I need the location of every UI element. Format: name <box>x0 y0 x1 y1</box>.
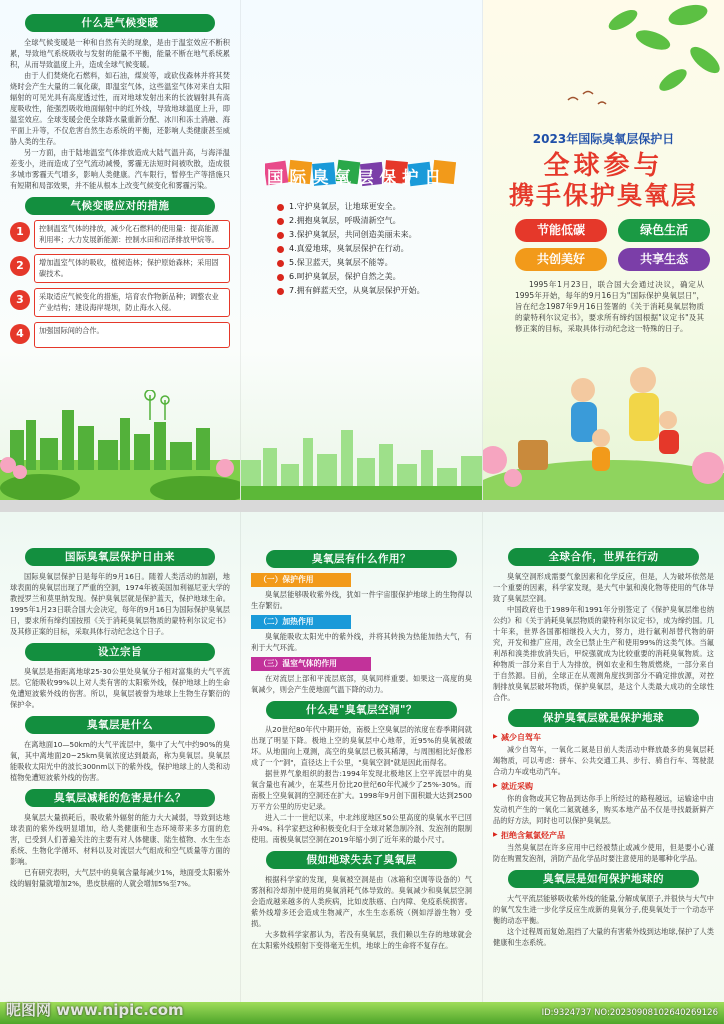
cover-year-title: 2023年国际臭氧层保护日 <box>532 132 675 146</box>
section-header-how-protect: 臭氧层是如何保护地球的 <box>508 870 698 888</box>
panel-cover <box>483 0 724 500</box>
measure-number: 3 <box>10 290 30 310</box>
paragraph: 减少自驾车，一氧化二氮是目前人类活动中释放最多的臭氧层耗竭物质，可以考虑：拼车、公共交通工具、步行、骑自行车、驾驶混合动力车或电动汽车。 <box>493 745 714 776</box>
slogan-text: 5.保卫蓝天，臭氧层不能等。 <box>289 258 393 267</box>
paragraph: 据世界气象组织的报告:1994年发现北极地区上空平流层中的臭氧含量也有减少，在某些月份比20世纪60年代减少了25%-30%。而南极上空臭氧洞的空洞还在扩大。1998年9月创下面积最大达到2500万平方公里的历史记录。 <box>251 769 472 811</box>
measure-text: 控制温室气体的排放，减少化石燃料的使用量：提高能源利用率；大力发展新能源：控制水田和沼泽排放甲烷等。 <box>34 220 230 249</box>
subheader-protection: （一）保护作用 <box>251 573 351 587</box>
section-header-origin: 国际臭氧层保护日由来 <box>25 548 214 566</box>
slogan-item <box>277 256 472 270</box>
measure-number: 4 <box>10 324 30 344</box>
slogan-item <box>277 228 472 242</box>
banner-text: 国际臭氧层保护日 <box>267 168 447 187</box>
brochure-inside <box>0 512 724 1024</box>
bullet-dot-icon <box>277 274 284 281</box>
subheader-drive-less: ▶ 减少自驾车 <box>493 732 714 743</box>
tag-share-ecology: 共享生态 <box>618 248 710 271</box>
section-header-cooperation: 全球合作，世界在行动 <box>508 548 698 566</box>
paragraph: 臭氧层能够吸收紫外线，犹如一件宇宙服保护地球上的生物得以生存繁衍。 <box>251 590 472 610</box>
bullet-dot-icon <box>277 260 284 267</box>
city-skyline-illustration <box>0 390 240 500</box>
measure-item <box>10 254 230 283</box>
slogan-text: 7.拥有鲜蓝天空，从臭氧层保护开始。 <box>289 286 425 295</box>
paragraph: 当然臭氧层在许多应用中已经被禁止或减少使用，但是要小心谨防在购置发泡剂，消防产品化学品时要注意使用的是哪种化学品。 <box>493 843 714 863</box>
paragraph: 这个过程周而复始,阻挡了大量的有害紫外线到达地球,保护了人类健康和生态系统。 <box>493 927 714 947</box>
section-header-measures: 气候变暖应对的措施 <box>25 197 214 215</box>
paragraph: 大气平流层能够吸收紫外线的能量,分解成氧原子,并很快与大气中的氧气发生进一步化学反应生成新的臭氧分子,使臭氧处于一个动态平衡的动态平衡。 <box>493 894 714 925</box>
slogan-text: 4.真爱地球，臭氧层保护在行动。 <box>289 244 409 253</box>
slogan-item <box>277 242 472 256</box>
watermark-logo: 昵图网 www.nipic.com <box>6 1001 184 1019</box>
measure-text: 采取适应气候变化的措施，培育农作物新品种；调整农业产业结构；建设海岸堤坝，防止海水入侵。 <box>34 288 230 317</box>
measure-item <box>10 288 230 317</box>
bullet-dot-icon <box>277 218 284 225</box>
measure-number: 1 <box>10 222 30 242</box>
slogan-list <box>277 200 472 298</box>
tag-green-life: 绿色生活 <box>618 219 710 242</box>
paragraph: 你的食物或其它物品到达你手上所经过的路程越远，运输途中由发动机产生的一氧化二氮就越多，购买本地产品不仅是寻找最新鲜产品的好方法，同时也可以保护臭氧层。 <box>493 794 714 825</box>
section-header-what-ozone: 臭氧层是什么 <box>25 716 214 734</box>
measure-text: 加强国际间的合作。 <box>34 322 230 348</box>
city-skyline-icon <box>0 390 240 500</box>
panel-climate-warming <box>0 0 240 500</box>
paragraph: 由于人们焚烧化石燃料，如石油，煤炭等，或砍伐森林并将其焚烧时会产生大量的二氧化碳，即温室气体，这些温室气体对来自太阳辐射的可见光具有高度透过性，而对地球发射出来的长波辐射具有高度吸收性，能强烈吸收地面辐射中的红外线，导致地球温度上升，即温室效应。全球变暖会使全球降水量重新分配、冰川和冻土消融、海平面上升等，不仅危害自然生态系统的平衡，还影响人类健康甚至威胁人类的生存。 <box>10 71 230 146</box>
slogan-text: 6.呵护臭氧层，保护自然之美。 <box>289 272 401 281</box>
panel-global-action <box>483 512 724 1024</box>
paragraph: 根据科学家的发现，臭氧被空洞是由（冰箱和空调等设备的）气雾剂和冷却剂中使用的臭氧消耗气体导致的。臭氧减少和臭氧层空洞会造成越来越多的人类疾病，比如皮肤癌、白内障、免疫系统损害。紫外线增多还会造成生物减产，水生生态系统（例如浮游生物）受损。 <box>251 875 472 928</box>
measure-item <box>10 322 230 348</box>
tag-low-carbon: 节能低碳 <box>515 219 607 242</box>
paragraph: 在离地面10—50km的大气平流层中，集中了大气中约90%的臭氧，其中离地面20~25km臭氧浓度达到最高，称为臭氧层。臭氧层能吸收太阳光中的波长300nm以下的紫外线，保护地球上的人类和动植物免遭短波紫外线的伤害。 <box>10 740 230 782</box>
bullet-dot-icon <box>277 246 284 253</box>
slogan-item <box>277 270 472 284</box>
section-header-purpose: 设立宗旨 <box>25 643 214 661</box>
paragraph: 国际臭氧层保护日是每年的9月16日。随着人类活动的加剧，地球表面的臭氧层出现了严重的空洞，1974年被美国加利福尼亚大学的教授罗兰和莫里纳发现。保护臭氧层就是保护蓝天，保护地球生命。1995年1月23日联合国大会决定，每年的9月16日为国际保护臭氧层日，要求所有缔约国按照《关于消耗臭氧层物质的蒙特利尔议定书》及其修正案的目标，采取具体行动纪念这个日子。 <box>10 572 230 636</box>
leaves-decoration-icon <box>483 0 724 110</box>
panel-ozone-origin <box>0 512 240 1024</box>
paragraph: 臭氧层大量损耗后，吸收紫外辐射的能力大大减弱，导致到达地球表面的紫外线明显增加，给人类健康和生态环境带来多方面的危害，已受到人们普遍关注的主要有对人体健康、陆生植物、水生生态系统、生物化学循环、材料以及对流层大气组成和空气质量等方面的影响。 <box>10 813 230 866</box>
subheader-greenhouse: （三）温室气体的作用 <box>251 657 371 671</box>
paragraph: 从20世纪80年代中期开始，南极上空臭氧层的浓度在春季期间就出现了明显下降。极地上空的臭氧层中心地带，近95%的臭氧被破坏。从地面向上观测，高空的臭氧层已极其稀薄，与周围相比好像形成了一个"洞"，直径达上千公里，"臭氧空洞"就是因此而得名。 <box>251 725 472 767</box>
banner-ozone-day <box>265 158 475 188</box>
measure-number: 2 <box>10 256 30 276</box>
cover-title-line2: 携手保护臭氧层 <box>508 181 698 210</box>
measure-item <box>10 220 230 249</box>
cover-intro: 1995年1月23日，联合国大会通过决议，确定从1995年开始，每年的9月16日为"国际保护臭氧层日"，旨在纪念1987年9月16日签署的《关于消耗臭氧层物质的蒙特利尔议定书》，要求所有缔约国根据"议定书"及其修正案的目标，采取具体行动纪念这一特殊的日子。 <box>515 280 704 333</box>
slogan-text: 3.保护臭氧层，共同创造美丽未来。 <box>289 230 417 239</box>
measures-list <box>10 220 230 348</box>
slogan-item <box>277 200 472 214</box>
city-skyline-illustration <box>241 420 482 500</box>
paragraph: 臭氧层是指距离地球25-30公里处臭氧分子相对富集的大气平流层。它能吸收99%以上对人类有害的太阳紫外线，保护地球上的生命免遭短波紫外线的伤害。所以，臭氧层被誉为地球上生物生存繁衍的保护伞。 <box>10 667 230 709</box>
section-header-climate: 什么是气候变暖 <box>25 14 214 32</box>
paragraph: 大多数科学家都认为，若没有臭氧层，我们赖以生存的地球就会在太阳紫外线照射下变得毫无生机，地球上的生命将不复存在。 <box>251 930 472 950</box>
measure-text: 增加温室气体的吸收，植树造林；保护原始森林；采用固碳技术。 <box>34 254 230 283</box>
subheader-buy-local: ▶ 就近采购 <box>493 781 714 792</box>
paragraph: 臭氧能吸收太阳光中的紫外线，并将其转换为热能加热大气，有利于大气环流。 <box>251 632 472 652</box>
paragraph: 另一方面，由于陆地温室气体排放造成大陆气温升高，与海洋温差变小，进而造成了空气流动减慢，雾霾无法短时间被吹散，造成很多城市雾霾天气增多，影响人类健康。汽车限行，暂停生产等措施只有短期和局部效果，并不能从根本上改变气候变化和雾霾污染。 <box>10 148 230 190</box>
bullet-dot-icon <box>277 288 284 295</box>
paragraph: 已有研究表明，大气层中的臭氧含量每减少1%，地面受太阳紫外线的辐射量就增加2%，患皮肤癌的人就会增加5%至7%。 <box>10 868 230 888</box>
paragraph: 在对流层上部和平流层底部，臭氧同样重要。如果这一高度的臭氧减少，则会产生使地面气温下降的动力。 <box>251 674 472 694</box>
cover-title-line1: 全球参与 <box>543 151 664 181</box>
paragraph: 中国政府也于1989年和1991年分别签定了《保护臭氧层维也纳公约》和《关于消耗臭氧层物质的蒙特利尔议定书》，成为缔约国。几十年来，世界各国都相继投入大力，努力，进行氟利昂替代物的研究，开发和推广应用，改全已禁止生产和使用99%的这类气体。当氟利昂和溴类排放消失后，甲烷强就成为比较重要的消耗臭氧物质。这种物质一部分来自于人为排放，例如农业和生物质燃烧，一部分来自于自然源。目前，全球正在从观测角度找到部分不确定排放源，对控制排放臭氧层破坏物质，保护臭氧层，是这个人类最大成功的全球性合作。 <box>493 605 714 702</box>
image-id-label: ID:9324737 NO:20230908102640269126 <box>541 1008 718 1018</box>
paragraph: 全球气候变暖是一种和自然有关的现象，是由于温室效应不断积累，导致地气系统吸收与发射的能量不平衡，能量不断在地气系统累积，从而导致温度上升，造成全球气候变暖。 <box>10 38 230 69</box>
slogan-item <box>277 284 472 298</box>
ozone-definition-block <box>10 739 230 783</box>
brochure-outside <box>0 0 724 500</box>
slogan-item <box>277 214 472 228</box>
subheader-refuse-cfc: ▶ 拒绝含氟氯烃产品 <box>493 830 714 841</box>
bullet-dot-icon <box>277 232 284 239</box>
section-header-no-ozone: 假如地球失去了臭氧层 <box>266 851 456 869</box>
panel-ozone-function <box>241 512 482 1024</box>
subheader-heating: （二）加热作用 <box>251 615 351 629</box>
city-skyline-icon <box>241 420 482 500</box>
paragraph: 进入二十一世纪以来，中北纬度地区50公里高度的臭氧水平已回升4%。科学家把这种积极变化归于全球对紧急制冷剂、发泡剂的限制使用。南极臭氧层空洞在2019年缩小到了近年来的最小尺寸。 <box>251 813 472 844</box>
slogan-text: 2.拥抱臭氧层，呼吸清新空气。 <box>289 216 401 225</box>
section-header-ozone-hole: 什么是"臭氧层空洞"？ <box>266 701 456 719</box>
section-header-protect-earth: 保护臭氧层就是保护地球 <box>508 709 698 727</box>
paragraph: 臭氧空洞形成需要气象因素和化学反应，但是，人为破坏依然是一个重要的因素，科学家发现，是大气中氯和溴化物等使用的气体导致了臭氧层空洞。 <box>493 572 714 603</box>
section-header-harm: 臭氧层减耗的危害是什么？ <box>25 789 214 807</box>
panel-slogans <box>241 0 482 500</box>
slogan-text: 1.守护臭氧层，让地球更安全。 <box>289 202 401 211</box>
tag-create-beauty: 共创美好 <box>515 248 607 271</box>
bullet-dot-icon <box>277 204 284 211</box>
family-illustration-icon <box>483 350 724 500</box>
section-header-function: 臭氧层有什么作用？ <box>266 550 456 568</box>
cover-tags <box>515 219 715 271</box>
